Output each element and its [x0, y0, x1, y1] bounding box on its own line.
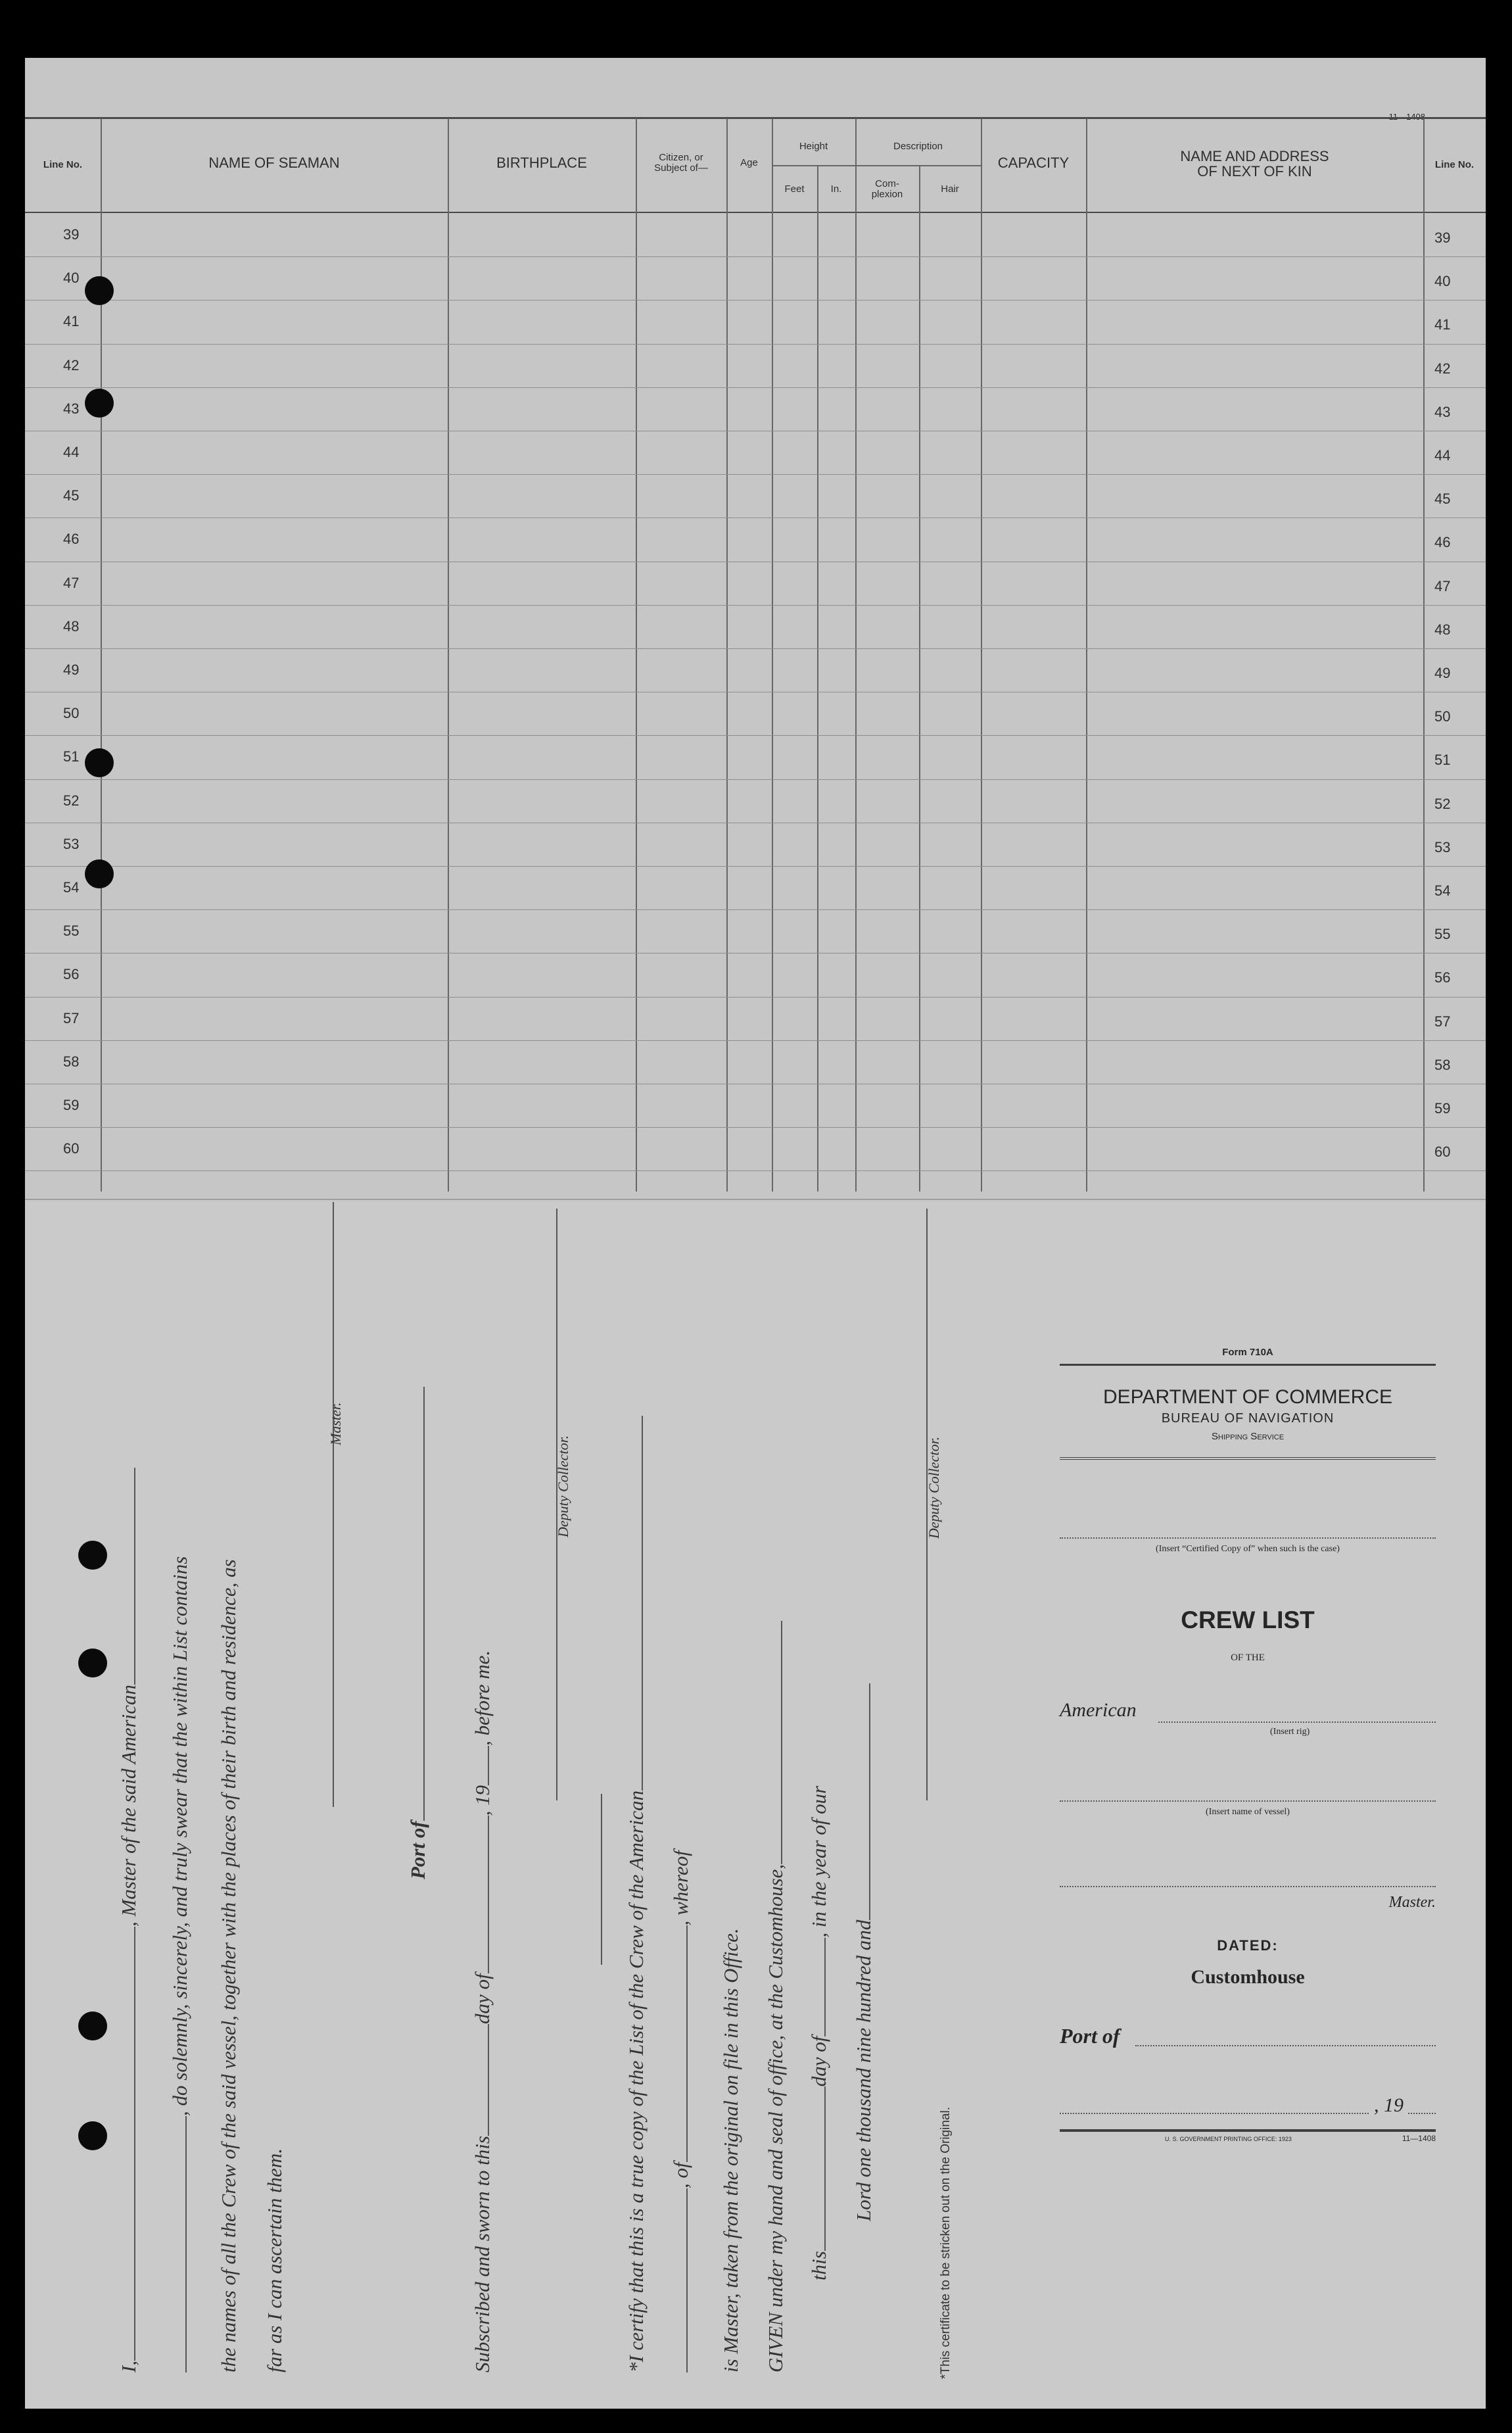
deputy-collector-label-2: Deputy Collector.: [926, 1436, 942, 1539]
bureau-title: BUREAU OF NAVIGATION: [1161, 1411, 1335, 1426]
row-number-left: 58: [63, 1053, 80, 1070]
row-number-right: 56: [1434, 969, 1451, 986]
col-divider: [817, 166, 818, 1192]
deputy-collector-label-1: Deputy Collector.: [555, 1435, 571, 1537]
cover-form-code: 11—1408: [1402, 2134, 1436, 2143]
row-rule: [25, 300, 1486, 301]
col-divider: [636, 118, 637, 1192]
col-divider: [919, 166, 920, 1192]
header-bottom-rule: [25, 212, 1486, 213]
oath-and-cover-section: [25, 1202, 1486, 2409]
punch-hole: [78, 2121, 107, 2150]
row-rule: [25, 474, 1486, 475]
col-divider: [772, 118, 773, 1192]
subheader-rule: [772, 165, 981, 166]
punch-hole: [85, 748, 114, 777]
row-rule: [25, 648, 1486, 649]
blank-field: [626, 1416, 643, 1791]
blank-field: [472, 2024, 489, 2136]
header-capacity: CAPACITY: [997, 155, 1070, 172]
row-number-left: 47: [63, 575, 80, 591]
american-label: American: [1060, 1699, 1137, 1721]
row-number-left: 57: [63, 1010, 80, 1026]
row-number-left: 44: [63, 444, 80, 460]
punch-hole: [78, 1541, 107, 1570]
oath-text: this: [807, 2251, 830, 2280]
row-number-left: 41: [63, 313, 80, 329]
insert-rig-note: (Insert rig): [1270, 1727, 1310, 1737]
header-next-of-kin: NAME AND ADDRESS OF NEXT OF KIN: [1180, 147, 1329, 180]
header-feet: Feet: [784, 183, 805, 195]
department-title: DEPARTMENT OF COMMERCE: [1102, 1386, 1393, 1408]
row-number-left: 40: [63, 270, 80, 286]
document-sheet: [25, 58, 1486, 2409]
row-number-right: 48: [1434, 621, 1451, 638]
oath-line-4: far as I can ascertain them.: [263, 2148, 286, 2373]
service-title: Shipping Service: [1211, 1431, 1285, 1442]
year-field[interactable]: [1408, 2113, 1436, 2114]
col-divider: [981, 118, 982, 1192]
header-inches: In.: [830, 183, 842, 195]
col-divider: [855, 118, 857, 1192]
oath-text: I,: [117, 2360, 140, 2373]
row-number-left: 53: [63, 836, 80, 852]
oath-text: Lord one thousand nine hundred and: [852, 1919, 875, 2221]
row-number-right: 43: [1434, 404, 1451, 420]
col-divider: [1086, 118, 1087, 1192]
divider-rule: [584, 1794, 607, 1965]
cover-rule: [1060, 2129, 1436, 2132]
insert-certified-note: (Insert “Certified Copy of” when such is the case): [1156, 1544, 1340, 1554]
date-field[interactable]: [1060, 2113, 1369, 2114]
oath-text: day of: [807, 2036, 830, 2087]
blank-field: [408, 1387, 425, 1821]
printer-imprint: U. S. GOVERNMENT PRINTING OFFICE: 1923: [1165, 2136, 1292, 2142]
header-height: Height: [799, 141, 828, 153]
punch-hole: [78, 1649, 107, 1677]
row-rule: [25, 1170, 1486, 1171]
row-rule: [25, 344, 1486, 345]
row-number-right: 55: [1434, 926, 1451, 942]
cover-rule: [1060, 1364, 1436, 1366]
row-rule: [25, 1127, 1486, 1128]
row-number-left: 60: [63, 1140, 80, 1157]
master-field[interactable]: [1060, 1886, 1436, 1887]
cover-master-label: Master.: [1388, 1894, 1436, 1911]
form-number: Form 710A: [1222, 1347, 1273, 1358]
row-number-right: 51: [1434, 752, 1451, 768]
subscribed-line: [471, 1650, 494, 2373]
header-hair: Hair: [941, 183, 959, 195]
row-number-left: 59: [63, 1097, 80, 1113]
oath-line-1: [117, 1468, 141, 2373]
port-of-label: [406, 1387, 430, 1879]
header-top-rule: [25, 117, 1486, 119]
oath-text: , in the year of our: [807, 1785, 830, 1938]
certificate-line-1: [625, 1416, 648, 2373]
row-rule: [25, 387, 1486, 388]
row-rule: [25, 997, 1486, 998]
row-number-right: 46: [1434, 534, 1451, 550]
header-name-of-seaman: NAME OF SEAMAN: [208, 155, 340, 172]
blank-field: [585, 1794, 602, 1965]
oath-line-3: the names of all the Crew of the said vessel, together with the places of their birth and residence, as: [217, 1559, 240, 2373]
blank-field: [671, 1925, 688, 2162]
header-line-no-right: Line No.: [1434, 159, 1475, 171]
row-number-left: 52: [63, 792, 80, 809]
crew-list-title: CREW LIST: [1181, 1606, 1315, 1633]
blank-field: [317, 1202, 334, 1807]
row-rule: [25, 256, 1486, 257]
oath-text: Subscribed and sworn to this: [471, 2136, 494, 2373]
rig-field[interactable]: [1158, 1722, 1436, 1723]
certificate-line-4: [764, 1621, 788, 2373]
certificate-line-5: [807, 1786, 831, 2280]
row-number-left: 45: [63, 487, 80, 504]
row-number-left: 49: [63, 662, 80, 678]
header-age: Age: [740, 157, 758, 169]
crew-table-section: [25, 58, 1486, 1200]
col-divider: [1423, 118, 1425, 1192]
row-number-right: 52: [1434, 796, 1451, 812]
row-number-left: 43: [63, 400, 80, 417]
oath-text: , of: [669, 2162, 692, 2188]
row-number-right: 49: [1434, 665, 1451, 681]
row-rule: [25, 779, 1486, 780]
row-rule: [25, 605, 1486, 606]
col-divider: [726, 118, 728, 1192]
row-number-left: 39: [63, 226, 80, 243]
certificate-line-2: [669, 1850, 693, 2373]
row-number-left: 48: [63, 618, 80, 635]
blank-field: [118, 1468, 135, 1685]
row-number-left: 56: [63, 966, 80, 982]
row-number-right: 47: [1434, 578, 1451, 594]
cover-port-of-label: Port of: [1060, 2024, 1120, 2048]
row-number-right: 57: [1434, 1013, 1451, 1030]
row-number-right: 50: [1434, 708, 1451, 725]
row-number-left: 51: [63, 748, 80, 765]
blank-field: [671, 2188, 688, 2373]
row-number-right: 40: [1434, 273, 1451, 289]
blank-field: [809, 2086, 826, 2251]
dated-label: DATED:: [1217, 1937, 1279, 1954]
master-label-1: Master.: [327, 1402, 344, 1445]
row-number-right: 54: [1434, 882, 1451, 899]
form-code-top: 11—1408: [1388, 112, 1425, 122]
row-rule: [25, 1040, 1486, 1041]
blank-field: [765, 1621, 782, 1864]
col-divider: [448, 118, 449, 1192]
row-number-right: 53: [1434, 839, 1451, 855]
oath-text: , 19: [471, 1785, 494, 1816]
row-number-left: 46: [63, 531, 80, 547]
oath-text: , before me.: [471, 1650, 494, 1746]
customhouse-label: Customhouse: [1191, 1966, 1305, 1988]
blank-field: [118, 1927, 135, 2361]
oath-text: day of: [471, 1973, 494, 2025]
header-complexion: Com- plexion: [871, 178, 903, 200]
row-number-right: 41: [1434, 316, 1451, 333]
header-citizen: Citizen, or Subject of—: [654, 152, 708, 174]
row-number-left: 50: [63, 705, 80, 721]
row-rule: [25, 909, 1486, 910]
row-number-left: 55: [63, 923, 80, 939]
row-number-right: 60: [1434, 1144, 1451, 1160]
row-number-left: 42: [63, 357, 80, 373]
row-rule: [25, 735, 1486, 736]
of-the-label: OF THE: [1231, 1652, 1265, 1663]
blank-field: [809, 1938, 826, 2036]
certified-copy-field[interactable]: [1060, 1537, 1436, 1539]
insert-vessel-note: (Insert name of vessel): [1206, 1807, 1290, 1817]
blank-field: [472, 1816, 489, 1973]
row-number-left: 54: [63, 879, 80, 896]
row-number-right: 42: [1434, 360, 1451, 377]
blank-field: [170, 2116, 187, 2373]
blank-field: [472, 1746, 489, 1785]
blank-field: [853, 1683, 870, 1920]
year-label: , 19: [1374, 2094, 1404, 2116]
header-description: Description: [893, 141, 943, 153]
row-number-right: 44: [1434, 447, 1451, 464]
header-line-no: Line No.: [43, 159, 83, 171]
oath-text: GIVEN under my hand and seal of office, at the Customhouse,: [764, 1864, 787, 2373]
oath-text: , do solemnly, sincerely, and truly swear that the within List contains: [168, 1556, 191, 2116]
header-birthplace: BIRTHPLACE: [496, 155, 587, 172]
oath-line-2: [168, 1556, 192, 2373]
row-number-right: 59: [1434, 1100, 1451, 1117]
punch-hole: [85, 389, 114, 418]
certificate-footnote: *This certificate to be stricken out on the Original.: [939, 2107, 953, 2379]
master-signature-line: [316, 1202, 339, 1807]
row-number-right: 39: [1434, 229, 1451, 246]
row-rule: [25, 866, 1486, 867]
certificate-line-3: is Master, taken from the original on file in this Office.: [719, 1928, 742, 2373]
punch-hole: [78, 2011, 107, 2040]
oath-text: , whereof: [669, 1850, 692, 1926]
oath-text: Port of: [406, 1821, 429, 1879]
punch-hole: [85, 276, 114, 305]
row-number-right: 45: [1434, 491, 1451, 507]
row-number-right: 58: [1434, 1057, 1451, 1073]
certificate-line-6: [852, 1683, 876, 2221]
port-field[interactable]: [1135, 2045, 1436, 2046]
punch-hole: [85, 859, 114, 888]
cover-rule: [1060, 1457, 1436, 1460]
vessel-name-field[interactable]: [1060, 1800, 1436, 1802]
oath-text: , Master of the said American: [117, 1684, 140, 1927]
oath-text: *I certify that this is a true copy of the List of the Crew of the American: [625, 1790, 648, 2373]
